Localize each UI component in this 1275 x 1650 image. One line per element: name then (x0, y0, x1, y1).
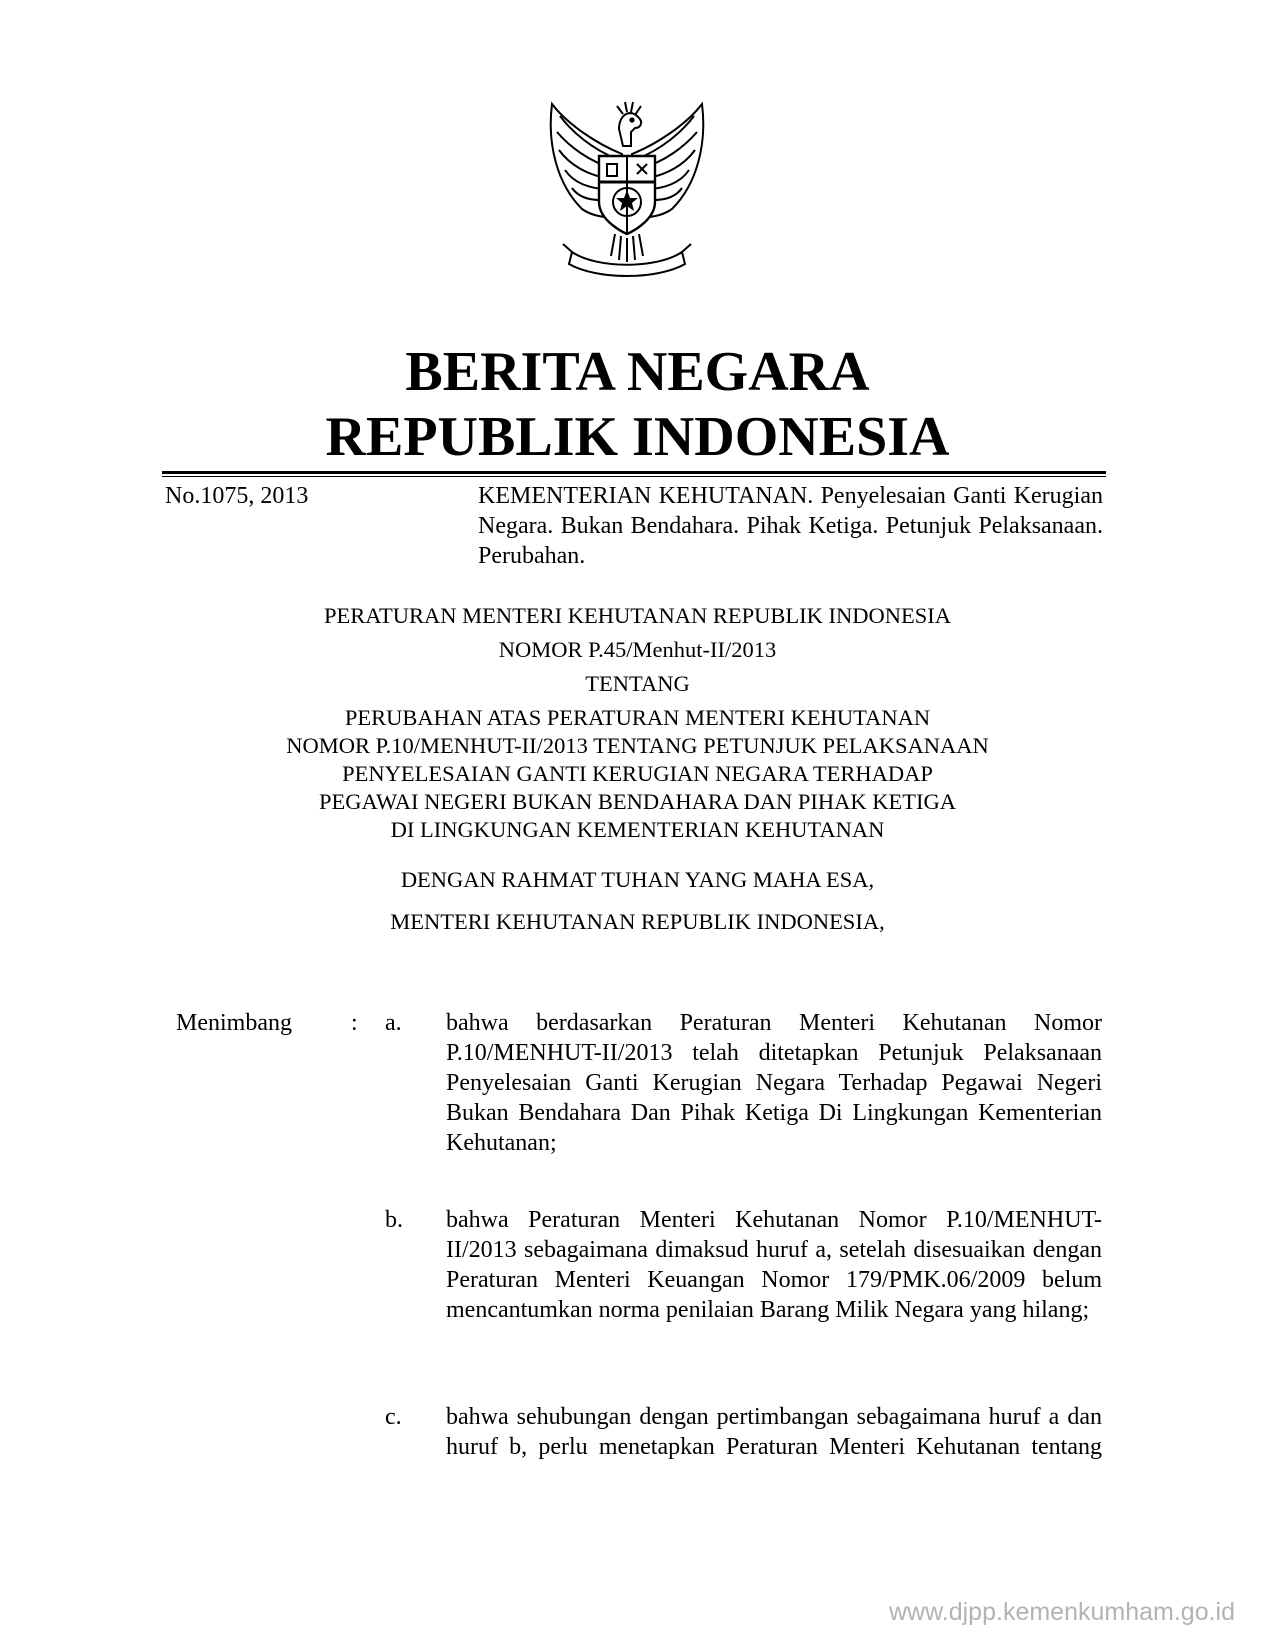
authority: MENTERI KEHUTANAN REPUBLIK INDONESIA, (390, 909, 885, 934)
garuda-emblem (527, 84, 727, 284)
regulation-subject-line: PENYELESAIAN GANTI KERUGIAN NEGARA TERHADAP (342, 761, 933, 786)
item-marker-c: c. (385, 1404, 402, 1430)
regulation-tentang: TENTANG (585, 671, 690, 696)
regulation-number: NOMOR P.45/Menhut-II/2013 (498, 637, 777, 662)
issue-summary: KEMENTERIAN KEHUTANAN. Penyelesaian Ganti Kerugian Negara. Bukan Bendahara. Pihak Ketiga. Petunjuk Pelaksanaan. Perubahan. (478, 483, 1103, 569)
regulation-subject-line: PERUBAHAN ATAS PERATURAN MENTERI KEHUTANAN (344, 705, 931, 730)
regulation-heading (0, 602, 1275, 936)
considering-item-c: bahwa sehubungan dengan pertimbangan sebagaimana huruf a dan huruf b, perlu menetapkan Peraturan Menteri Kehutanan tentang (446, 1404, 1102, 1460)
item-marker-a: a. (385, 1010, 402, 1036)
considering-colon: : (351, 1010, 358, 1036)
website-watermark: www.djpp.kemenkumham.go.id (889, 1598, 1235, 1626)
invocation: DENGAN RAHMAT TUHAN YANG MAHA ESA, (400, 867, 875, 892)
title-divider (162, 471, 1106, 474)
regulation-subject-line: PEGAWAI NEGERI BUKAN BENDAHARA DAN PIHAK KETIGA (319, 789, 956, 814)
considering-item-b: bahwa Peraturan Menteri Kehutanan Nomor P.10/MENHUT-II/2013 sebagaimana dimaksud huruf a, setelah disesuaikan dengan Peraturan Menteri Keuangan Nomor 179/PMK.06/2009 belum mencantumkan norma penilaian Barang Milik Negara yang hilang; (446, 1207, 1102, 1323)
title-divider-thin (162, 476, 1106, 477)
regulation-subject-line: NOMOR P.10/MENHUT-II/2013 TENTANG PETUNJUK PELAKSANAAN (286, 733, 989, 758)
gazette-title-line1: BERITA NEGARA (405, 341, 870, 403)
regulation-line1: PERATURAN MENTERI KEHUTANAN REPUBLIK INDONESIA (324, 603, 951, 628)
issue-number: No.1075, 2013 (165, 483, 309, 509)
gazette-title-line2: REPUBLIK INDONESIA (325, 406, 950, 468)
considering-item-a: bahwa berdasarkan Peraturan Menteri Kehutanan Nomor P.10/MENHUT-II/2013 telah ditetapkan Petunjuk Pelaksanaan Penyelesaian Ganti Kerugian Negara Terhadap Pegawai Negeri Bukan Bendahara Dan Pihak Ketiga Di Lingkungan Kementerian Kehutanan; (446, 1010, 1102, 1156)
regulation-subject-line: DI LINGKUNGAN KEMENTERIAN KEHUTANAN (390, 817, 885, 842)
considering-label: Menimbang (176, 1010, 292, 1036)
item-marker-b: b. (385, 1207, 403, 1233)
